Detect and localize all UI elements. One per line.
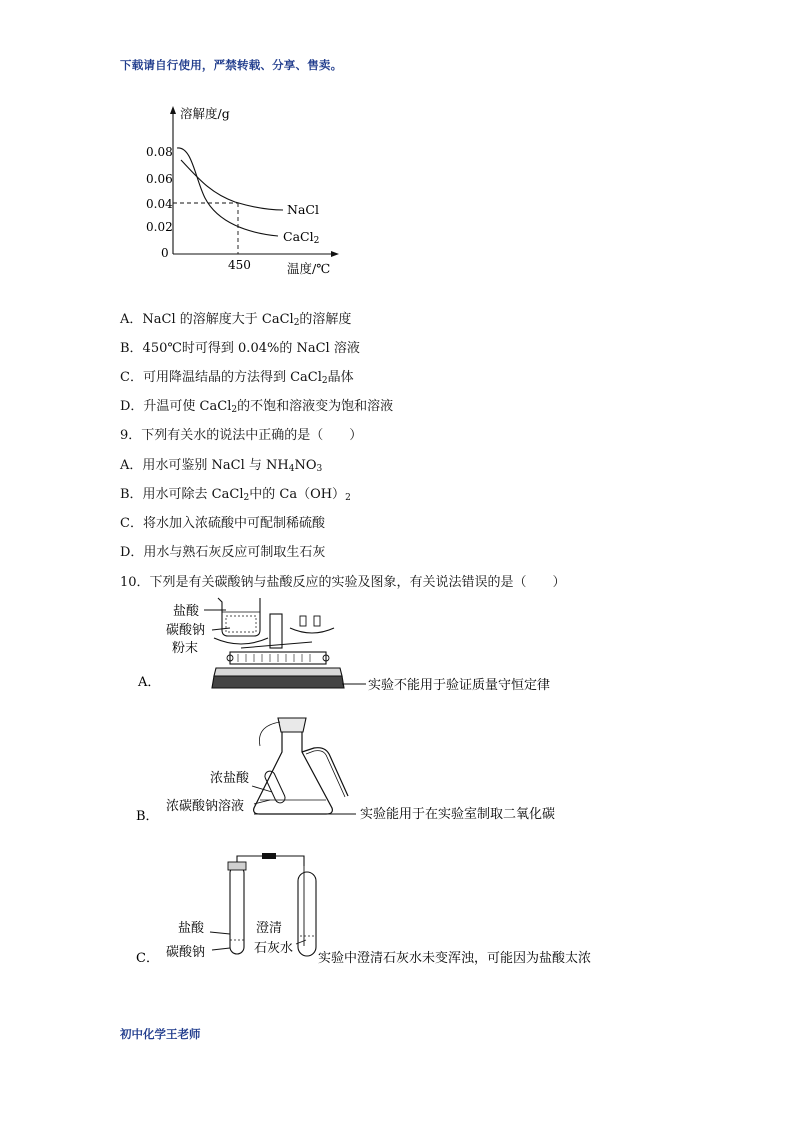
x-axis-arrow [331, 251, 339, 257]
q10-a-figure [130, 592, 550, 702]
stopper [278, 718, 306, 732]
q8-option-b: B．450℃时可得到 0.04%的 NaCl 溶液 [120, 341, 360, 356]
q10-b-figure [130, 712, 600, 832]
q10-b-letter: B． [136, 809, 159, 824]
q9-stem: 9．下列有关水的说法中正确的是（ ） [120, 428, 363, 443]
y-axis-arrow [170, 106, 176, 114]
q9-option-c: C．将水加入浓硫酸中可配制稀硫酸 [120, 516, 325, 531]
q10-b-caption: 实验能用于在实验室制取二氧化碳 [360, 807, 556, 822]
q10-b-label-conc-hcl: 浓盐酸 [210, 771, 250, 786]
x-axis-title: 温度/℃ [287, 261, 331, 276]
y-tick-label: 0.04 [146, 197, 173, 211]
test-tube-in-beaker [226, 616, 256, 632]
q9-option-d: D．用水与熟石灰反应可制取生石灰 [120, 545, 326, 560]
q8-option-a: A．NaCl 的溶解度大于 CaCl$_2$的溶解度 [120, 312, 352, 328]
beaker [218, 598, 260, 636]
q10-a-letter: A． [138, 675, 161, 690]
x-tick-label: 450 [228, 258, 251, 272]
y-axis-title: 溶解度/g [180, 106, 230, 121]
q10-c-letter: C． [136, 951, 159, 966]
q10-a-caption: 实验不能用于验证质量守恒定律 [368, 678, 550, 693]
q10-c-label-limewater: 石灰水 [254, 941, 294, 956]
q9-option-a: A．用水可鉴别 NaCl 与 $NH_4NO_3$ [120, 458, 323, 474]
q10-c-caption: 实验中澄清石灰水未变浑浊，可能因为盐酸太浓 [318, 951, 592, 966]
q9-option-b: B．用水可除去 CaCl$_2$中的 $Ca(OH)_2$ [120, 487, 351, 503]
q8-option-d: D．升温可使 CaCl$_2$的不饱和溶液变为饱和溶液 [120, 399, 394, 415]
q10-c-figure [130, 848, 630, 968]
y-tick-label: 0.02 [146, 220, 173, 234]
cacl2-curve [177, 148, 278, 236]
q10-a-label-hcl: 盐酸 [173, 604, 200, 619]
weight [300, 616, 306, 626]
footer-note: 初中化学王老师 [120, 1027, 201, 1041]
solubility-graph [140, 98, 360, 283]
left-test-tube [230, 866, 244, 954]
nacl-curve [181, 160, 283, 210]
y-tick-label: 0 [161, 246, 169, 260]
q10-a-label-na2co3: 碳酸钠 [166, 623, 206, 638]
header-note: 下载请自行使用，严禁转载、分享、售卖。 [120, 58, 343, 72]
y-tick-label: 0.06 [146, 172, 173, 186]
q8-option-c: C．可用降温结晶的方法得到 CaCl$_2$晶体 [120, 370, 354, 386]
nacl-label: NaCl [287, 202, 319, 217]
balance-base [214, 668, 342, 676]
q10-b-label-na2co3-solution: 浓碳酸钠溶液 [166, 799, 245, 814]
cacl2-label: CaCl2 [283, 229, 320, 246]
weight [314, 616, 320, 626]
q10-stem: 10．下列是有关碳酸钠与盐酸反应的实验及图象，有关说法错误的是（ ） [120, 575, 566, 590]
y-tick-label: 0.08 [146, 145, 173, 159]
q10-a-label-powder: 粉末 [172, 641, 199, 656]
q10-c-label-na2co3: 碳酸钠 [166, 945, 206, 960]
right-test-tube [298, 872, 316, 956]
q10-c-label-clear: 澄清 [256, 921, 283, 936]
q10-c-label-hcl: 盐酸 [178, 921, 205, 936]
